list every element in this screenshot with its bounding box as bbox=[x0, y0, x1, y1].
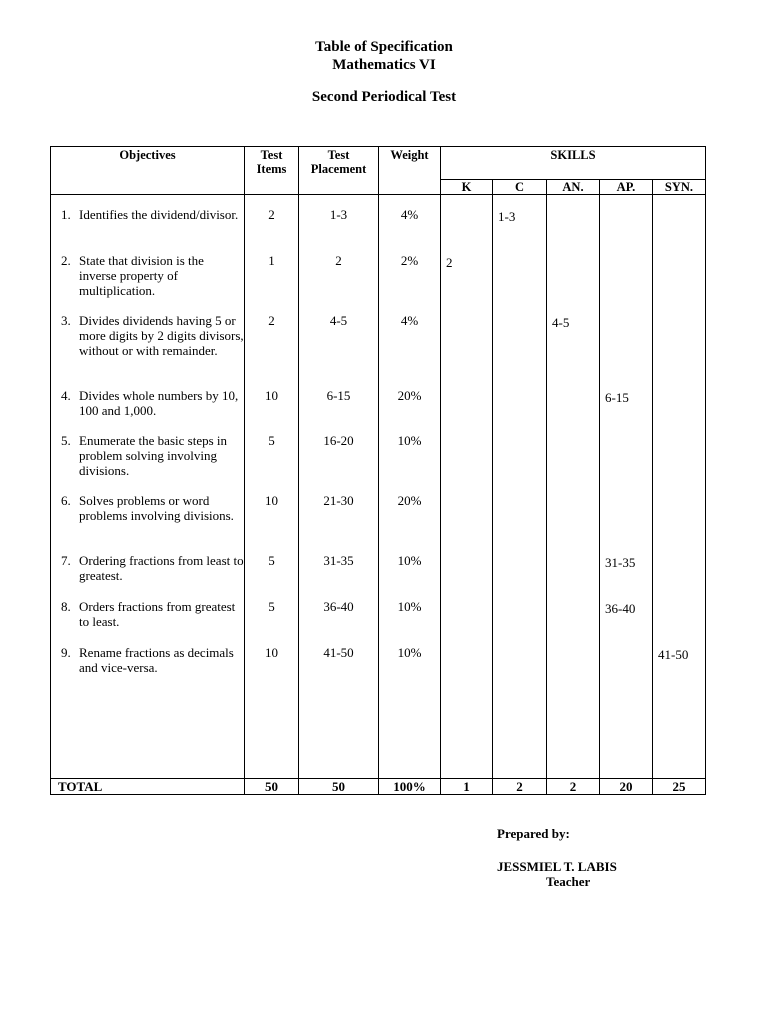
skill-k-cell: 2 bbox=[441, 253, 493, 313]
weight-cell: 10% bbox=[379, 645, 441, 779]
test-placement-cell: 36-40 bbox=[299, 599, 379, 645]
table-body bbox=[51, 195, 706, 779]
objective-text: Ordering fractions from least to greatest. bbox=[79, 552, 244, 583]
skill-syn-cell bbox=[653, 313, 706, 388]
table-row bbox=[51, 493, 706, 553]
table-row bbox=[51, 599, 706, 645]
test-items-cell: 10 bbox=[245, 493, 299, 553]
objective-cell bbox=[51, 645, 245, 779]
skill-syn-cell bbox=[653, 493, 706, 553]
test-placement-cell: 41-50 bbox=[299, 645, 379, 779]
total-ap: 20 bbox=[600, 779, 653, 795]
teacher-name: JESSMIEL T. LABIS bbox=[497, 859, 617, 874]
specification-table bbox=[50, 146, 706, 795]
test-placement-cell: 31-35 bbox=[299, 553, 379, 599]
document-title: Table of Specification bbox=[315, 39, 453, 55]
skill-k-cell bbox=[441, 433, 493, 493]
skill-ap-cell bbox=[600, 493, 653, 553]
objective-cell bbox=[51, 433, 245, 493]
objective-number: 6. bbox=[61, 492, 71, 508]
objective-cell bbox=[51, 313, 245, 388]
header-skill-c: C bbox=[493, 180, 547, 195]
objective-text: Rename fractions as decimals and vice-versa. bbox=[79, 644, 234, 675]
skill-syn-cell bbox=[653, 553, 706, 599]
objective-number: 1. bbox=[61, 207, 71, 222]
objective-cell bbox=[51, 253, 245, 313]
weight-cell: 20% bbox=[379, 493, 441, 553]
skill-k-cell bbox=[441, 599, 493, 645]
test-items-cell: 10 bbox=[245, 388, 299, 433]
objective-cell bbox=[51, 553, 245, 599]
skill-c-cell bbox=[493, 599, 547, 645]
skill-syn-cell bbox=[653, 253, 706, 313]
teacher-role: Teacher bbox=[546, 874, 591, 889]
skill-an-cell bbox=[547, 493, 600, 553]
total-k: 1 bbox=[441, 779, 493, 795]
total-row bbox=[51, 779, 706, 795]
objective-cell bbox=[51, 388, 245, 433]
test-items-cell: 2 bbox=[245, 313, 299, 388]
skill-ap-cell bbox=[600, 313, 653, 388]
table-row bbox=[51, 253, 706, 313]
test-placement-cell: 4-5 bbox=[299, 313, 379, 388]
skill-ap-cell bbox=[600, 195, 653, 253]
table-row bbox=[51, 313, 706, 388]
header-objectives: Objectives bbox=[51, 147, 245, 195]
total-placement: 50 bbox=[299, 779, 379, 795]
test-placement-cell: 16-20 bbox=[299, 433, 379, 493]
test-placement-cell: 1-3 bbox=[299, 195, 379, 253]
skill-ap-cell bbox=[600, 433, 653, 493]
objective-text: Divides whole numbers by 10, 100 and 1,000. bbox=[79, 387, 239, 418]
skill-k-cell bbox=[441, 195, 493, 253]
table-row bbox=[51, 388, 706, 433]
skill-c-cell bbox=[493, 493, 547, 553]
weight-cell: 4% bbox=[379, 313, 441, 388]
skill-an-cell: 4-5 bbox=[547, 313, 600, 388]
skill-c-cell: 1-3 bbox=[493, 195, 547, 253]
test-placement-cell: 2 bbox=[299, 253, 379, 313]
test-items-cell: 5 bbox=[245, 599, 299, 645]
skill-ap-cell bbox=[600, 645, 653, 779]
test-placement-cell: 21-30 bbox=[299, 493, 379, 553]
skill-k-cell bbox=[441, 553, 493, 599]
skill-syn-cell bbox=[653, 599, 706, 645]
test-items-cell: 1 bbox=[245, 253, 299, 313]
skill-c-cell bbox=[493, 253, 547, 313]
test-placement-cell: 6-15 bbox=[299, 388, 379, 433]
objective-number: 2. bbox=[61, 252, 71, 268]
skill-c-cell bbox=[493, 313, 547, 388]
objective-number: 4. bbox=[61, 387, 71, 403]
test-items-cell: 5 bbox=[245, 553, 299, 599]
header-skills: SKILLS bbox=[441, 147, 706, 180]
skill-an-cell bbox=[547, 388, 600, 433]
skill-an-cell bbox=[547, 195, 600, 253]
header-weight: Weight bbox=[379, 147, 441, 195]
total-weight: 100% bbox=[379, 779, 441, 795]
total-an: 2 bbox=[547, 779, 600, 795]
table-row bbox=[51, 433, 706, 493]
skill-c-cell bbox=[493, 388, 547, 433]
objective-number: 7. bbox=[61, 552, 71, 568]
objective-number: 3. bbox=[61, 312, 71, 328]
skill-ap-cell bbox=[600, 253, 653, 313]
skill-syn-cell bbox=[653, 388, 706, 433]
table-row bbox=[51, 553, 706, 599]
test-items-cell: 2 bbox=[245, 195, 299, 253]
total-items: 50 bbox=[245, 779, 299, 795]
weight-cell: 20% bbox=[379, 388, 441, 433]
prepared-by-label: Prepared by: bbox=[497, 826, 570, 841]
total-syn: 25 bbox=[653, 779, 706, 795]
skill-an-cell bbox=[547, 553, 600, 599]
skill-c-cell bbox=[493, 645, 547, 779]
header-skill-syn: SYN. bbox=[653, 180, 706, 195]
total-label: TOTAL bbox=[51, 779, 245, 795]
weight-cell: 2% bbox=[379, 253, 441, 313]
header-skill-ap: AP. bbox=[600, 180, 653, 195]
test-items-cell: 5 bbox=[245, 433, 299, 493]
header-skill-k: K bbox=[441, 180, 493, 195]
weight-cell: 10% bbox=[379, 553, 441, 599]
objective-number: 9. bbox=[61, 644, 71, 660]
skill-an-cell bbox=[547, 599, 600, 645]
objective-text: Orders fractions from greatest to least. bbox=[79, 598, 236, 629]
objective-text: Enumerate the basic steps in problem solving involving divisions. bbox=[79, 432, 228, 478]
objective-text: State that division is the inverse property of multiplication. bbox=[79, 252, 204, 298]
document-subject: Mathematics VI bbox=[332, 57, 436, 73]
weight-cell: 10% bbox=[379, 433, 441, 493]
total-c: 2 bbox=[493, 779, 547, 795]
table-row bbox=[51, 645, 706, 779]
skill-k-cell bbox=[441, 313, 493, 388]
skill-syn-cell bbox=[653, 195, 706, 253]
objective-cell bbox=[51, 599, 245, 645]
header-skill-an: AN. bbox=[547, 180, 600, 195]
table-row bbox=[51, 195, 706, 253]
skill-c-cell bbox=[493, 433, 547, 493]
skill-ap-cell: 36-40 bbox=[600, 599, 653, 645]
skill-c-cell bbox=[493, 553, 547, 599]
skill-ap-cell: 6-15 bbox=[600, 388, 653, 433]
skill-syn-cell: 41-50 bbox=[653, 645, 706, 779]
skill-syn-cell bbox=[653, 433, 706, 493]
test-name: Second Periodical Test bbox=[311, 89, 457, 105]
objective-cell bbox=[51, 493, 245, 553]
objective-number: 8. bbox=[61, 598, 71, 614]
skill-an-cell bbox=[547, 433, 600, 493]
skill-k-cell bbox=[441, 388, 493, 433]
skill-an-cell bbox=[547, 253, 600, 313]
objective-text: Identifies the dividend/divisor. bbox=[79, 207, 239, 222]
weight-cell: 4% bbox=[379, 195, 441, 253]
objective-cell bbox=[51, 195, 245, 253]
weight-cell: 10% bbox=[379, 599, 441, 645]
skill-ap-cell: 31-35 bbox=[600, 553, 653, 599]
header-test-items: Test Items bbox=[245, 147, 299, 195]
objective-text: Solves problems or word problems involving divisions. bbox=[79, 492, 234, 523]
skill-k-cell bbox=[441, 645, 493, 779]
header-test-placement: Test Placement bbox=[299, 147, 379, 195]
skill-an-cell bbox=[547, 645, 600, 779]
objective-text: Divides dividends having 5 or more digits by 2 digits divisors, without or with remainder. bbox=[79, 312, 244, 358]
test-items-cell: 10 bbox=[245, 645, 299, 779]
skill-k-cell bbox=[441, 493, 493, 553]
objective-number: 5. bbox=[61, 432, 71, 448]
